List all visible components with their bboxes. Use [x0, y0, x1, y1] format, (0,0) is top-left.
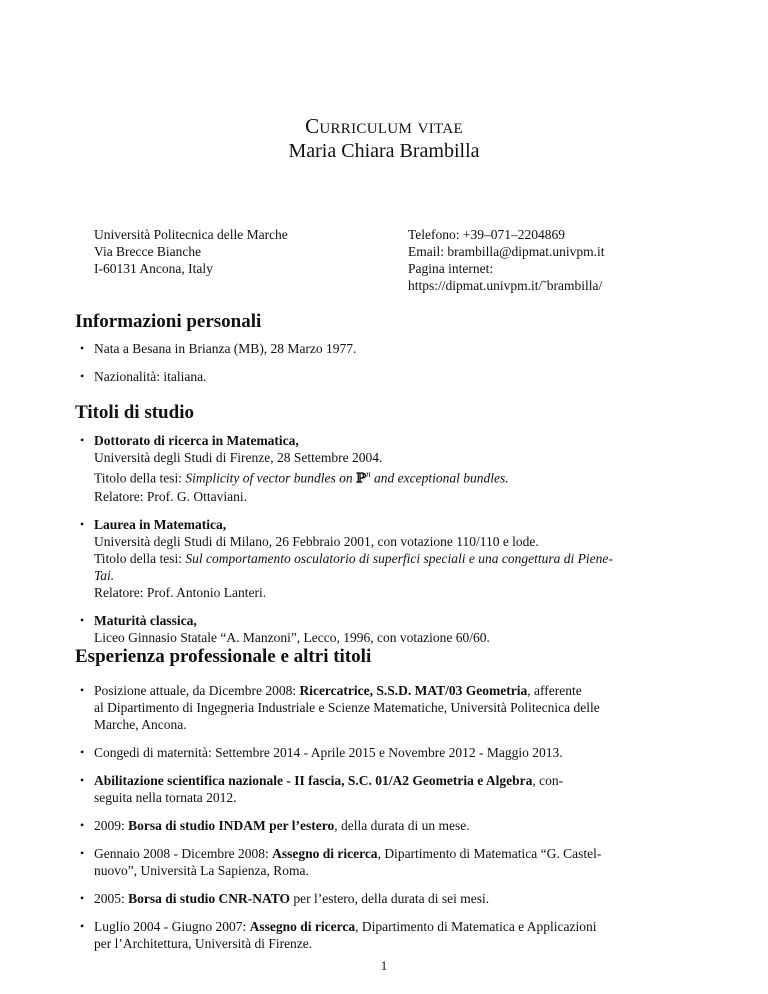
research-grant-line: Luglio 2004 - Giugno 2007: Assegno di ricerca, Dipartimento di Matematica e Applicazioni: [94, 919, 597, 934]
address-line: I-60131 Ancona, Italy: [94, 261, 213, 276]
degree-title: Dottorato di ricerca in Matematica,: [94, 433, 299, 448]
position-line: Marche, Ancona.: [94, 717, 187, 732]
bullet-icon: •: [80, 919, 85, 933]
bullet-icon: •: [80, 846, 85, 860]
list-item: [80, 918, 678, 952]
list-item: [80, 890, 678, 907]
list-item: [80, 772, 678, 806]
bullet-icon: •: [80, 683, 85, 697]
list-item: [80, 744, 678, 761]
list-item: [80, 516, 678, 601]
bullet-icon: •: [80, 341, 85, 355]
website-label: Pagina internet:: [408, 261, 494, 276]
experience-list: [80, 682, 678, 952]
bullet-icon: •: [80, 891, 85, 905]
position-line: al Dipartimento di Ingegneria Industriale e Scienze Matematiche, Università Politecnica delle: [94, 700, 600, 715]
maternity-leave: Congedi di maternità: Settembre 2014 - Aprile 2015 e Novembre 2012 - Maggio 2013.: [94, 745, 563, 760]
page-number: 1: [380, 958, 388, 973]
qualification-line: Abilitazione scientifica nazionale - II fascia, S.C. 01/A2 Geometria e Algebra, con-: [94, 773, 564, 788]
section-heading-personal: Informazioni personali: [75, 311, 262, 332]
thesis-advisor: Relatore: Prof. G. Ottaviani.: [94, 488, 247, 504]
degree-title: Laurea in Matematica,: [94, 516, 227, 532]
bullet-icon: •: [80, 369, 85, 383]
thesis-advisor: Relatore: Prof. Antonio Lanteri.: [94, 584, 267, 600]
contact-info: [408, 226, 605, 294]
thesis-title: Titolo della tesi: Simplicity of vector bundles on ℙ$^n$ and exceptional bundles.: [94, 469, 509, 487]
address-line: Università Politecnica delle Marche: [94, 227, 288, 242]
list-item: [80, 340, 678, 357]
website-url: https://dipmat.univpm.it/˜brambilla/: [408, 278, 603, 293]
nationality-info: Nazionalità: italiana.: [94, 369, 207, 384]
phone-number: Telefono: +39–071–2204869: [408, 227, 566, 242]
birth-info: Nata a Besana in Brianza (MB), 28 Marzo 1977.: [94, 341, 357, 356]
email-address: Email: brambilla@dipmat.univpm.it: [408, 244, 605, 259]
list-item: [80, 432, 678, 505]
thesis-title-continued: Tai.: [94, 567, 115, 583]
degree-institution: Liceo Ginnasio Statale “A. Manzoni”, Lecco, 1996, con votazione 60/60.: [94, 629, 490, 645]
author-name: Maria Chiara Brambilla: [288, 140, 480, 162]
document-header: [0, 114, 768, 163]
bullet-icon: •: [80, 745, 85, 759]
grant-line: 2005: Borsa di studio CNR-NATO per l’estero, della durata di sei mesi.: [94, 891, 490, 906]
list-item: [80, 368, 678, 385]
list-item: [80, 817, 678, 834]
address-line: Via Brecce Bianche: [94, 244, 202, 259]
personal-info-list: [80, 340, 678, 385]
bullet-icon: •: [80, 612, 85, 627]
degree-title: Maturità classica,: [94, 612, 197, 628]
bullet-icon: •: [80, 818, 85, 832]
list-item: [80, 845, 678, 879]
list-item: [80, 682, 678, 733]
postal-address: [94, 226, 288, 277]
section-heading-experience: Esperienza professionale e altri titoli: [75, 646, 372, 667]
bullet-icon: •: [80, 773, 85, 787]
research-grant-line: per l’Architettura, Università di Firenze.: [94, 936, 313, 951]
research-grant-line: nuovo”, Università La Sapienza, Roma.: [94, 863, 309, 878]
research-grant-line: Gennaio 2008 - Dicembre 2008: Assegno di ricerca, Dipartimento di Matematica “G. Castel-: [94, 846, 602, 861]
bullet-icon: •: [80, 433, 85, 447]
education-list: [80, 432, 678, 646]
degree-institution: Università degli Studi di Firenze, 28 Settembre 2004.: [94, 450, 383, 465]
section-heading-education: Titoli di studio: [75, 402, 194, 423]
bullet-icon: •: [80, 516, 85, 531]
document-title: Curriculum vitae: [305, 114, 463, 138]
list-item: [80, 612, 678, 646]
degree-institution: Università degli Studi di Milano, 26 Febbraio 2001, con votazione 110/110 e lode.: [94, 533, 539, 549]
qualification-line: seguita nella tornata 2012.: [94, 790, 237, 805]
thesis-title: Titolo della tesi: Sul comportamento osculatorio di superfici speciali e una congettura di Piene-: [94, 550, 613, 566]
grant-line: 2009: Borsa di studio INDAM per l’estero, della durata di un mese.: [94, 818, 470, 833]
position-line: Posizione attuale, da Dicembre 2008: Ricercatrice, S.S.D. MAT/03 Geometria, afferente: [94, 683, 582, 698]
